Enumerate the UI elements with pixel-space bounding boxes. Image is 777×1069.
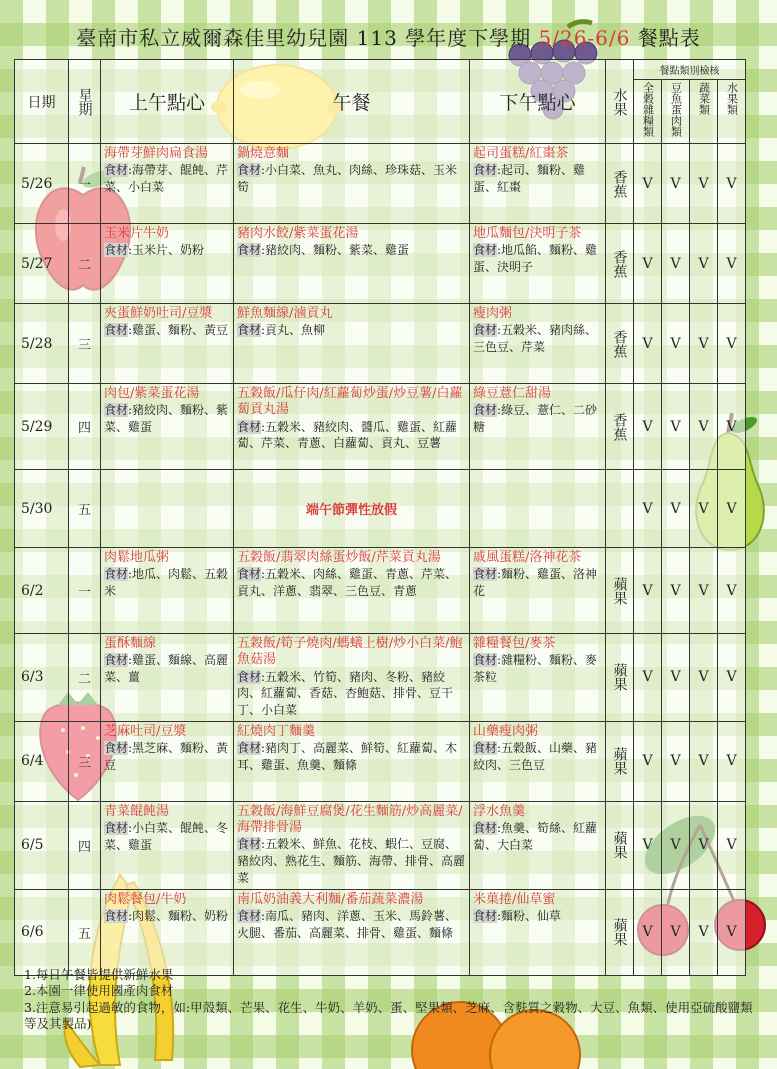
ingredient-label: 食材 (104, 243, 129, 258)
meal-cell-afternoon (470, 304, 606, 384)
lunch-dish: 紅燒肉丁麵羹 (237, 723, 316, 739)
ingredient-label: 食材 (237, 741, 262, 756)
menu-row (15, 224, 746, 304)
menu-row (15, 889, 746, 975)
ingredient-label: 食材 (237, 837, 262, 852)
afternoon-dish: 戚風蛋糕/洛神花茶 (473, 550, 582, 565)
weekday-cell: 二 (69, 224, 101, 304)
check-mark: V (662, 470, 690, 548)
check-mark: V (718, 304, 746, 384)
date-cell: 6/6 (15, 889, 69, 975)
fruit-cell (606, 304, 634, 384)
check-mark: V (690, 548, 718, 634)
meal-cell-afternoon (470, 548, 606, 634)
check-mark: V (634, 384, 662, 470)
meal-cell-morning (101, 304, 234, 384)
holiday-empty-cell (101, 470, 234, 548)
meal-cell-morning (101, 384, 234, 470)
morning-dish: 芝麻吐司/豆漿 (104, 723, 187, 739)
meal-cell-lunch (234, 144, 470, 224)
meal-cell-morning (101, 889, 234, 975)
meal-cell-morning (101, 548, 234, 634)
date-cell: 5/29 (15, 384, 69, 470)
fruit-name: 蘋果 (611, 918, 628, 947)
check-mark: V (718, 384, 746, 470)
fruit-cell (606, 384, 634, 470)
ingredient-label: 食材 (237, 909, 262, 924)
lunch-dish: 南瓜奶油義大利麵/番茄蔬菜濃湯 (237, 891, 424, 907)
morning-ingredients (104, 908, 230, 925)
ingredient-label: 食材 (473, 567, 498, 582)
ingredient-text: :肉鬆、麵粉、奶粉 (128, 909, 229, 924)
check-mark: V (634, 548, 662, 634)
footnote-1: 1.每日午餐皆提供新鮮水果 (24, 967, 174, 982)
ingredient-label: 食材 (237, 419, 262, 434)
check-mark: V (662, 304, 690, 384)
ingredient-text: :麵粉、雞蛋、洛神花 (473, 567, 598, 599)
holiday-cell: 端午節彈性放假 (234, 470, 470, 548)
lunch-dish: 鮮魚麵線/滷貢丸 (237, 306, 333, 321)
ingredient-label: 食材 (104, 323, 129, 338)
ingredient-label: 食材 (237, 567, 262, 582)
afternoon-ingredients (473, 566, 602, 600)
check-mark: V (634, 889, 662, 975)
morning-dish: 蛋酥麵線 (104, 636, 157, 651)
ingredient-label: 食材 (473, 243, 498, 258)
ingredient-text: :小白菜、餛飩、冬菜、雞蛋 (104, 821, 229, 852)
ingredient-label: 食材 (473, 741, 498, 756)
meal-cell-afternoon (470, 384, 606, 470)
lunch-dish: 五穀飯/筍子燒肉/螞蟻上樹/炒小白菜/鮑魚菇湯 (237, 636, 463, 668)
ingredient-text: :雞蛋、麵線、高麗菜、薑 (104, 653, 229, 685)
meal-cell-morning (101, 144, 234, 224)
ingredient-label: 食材 (104, 741, 129, 756)
morning-ingredients (104, 820, 230, 854)
holiday-empty-cell (606, 470, 634, 548)
lunch-ingredients (237, 740, 466, 774)
ingredient-text: :黑芝麻、麵粉、黃豆 (104, 741, 229, 772)
check-mark: V (718, 548, 746, 634)
menu-row (15, 634, 746, 722)
check-mark: V (662, 721, 690, 801)
fruit-cell (606, 889, 634, 975)
ingredient-label: 食材 (104, 403, 129, 418)
weekday-cell: 一 (69, 144, 101, 224)
lunch-dish: 五穀飯/瓜仔肉/紅蘿蔔炒蛋/炒豆薯/白蘿蔔貢丸湯 (237, 386, 463, 418)
check-mark: V (718, 470, 746, 548)
check-mark: V (662, 634, 690, 722)
ingredient-text: :五穀米、豬絞肉、醬瓜、雞蛋、紅蘿蔔、芹菜、青蔥、白蘿蔔、貢丸、豆薯 (237, 419, 458, 451)
lunch-ingredients (237, 322, 466, 339)
weekday-cell: 五 (69, 470, 101, 548)
date-cell: 6/2 (15, 548, 69, 634)
morning-ingredients (104, 402, 230, 436)
meal-cell-afternoon (470, 144, 606, 224)
morning-dish: 肉鬆地瓜粥 (104, 550, 170, 565)
title-suffix: 餐點表 (637, 26, 701, 50)
morning-ingredients (104, 162, 230, 196)
meal-cell-morning (101, 801, 234, 889)
fruit-cell (606, 801, 634, 889)
fruit-name: 蘋果 (611, 831, 628, 860)
ingredient-text: :地瓜餡、麵粉、雞蛋、決明子 (473, 243, 598, 275)
date-cell: 6/3 (15, 634, 69, 722)
check-mark: V (634, 224, 662, 304)
morning-dish: 肉包/紫菜蛋花湯 (104, 386, 200, 401)
lunch-dish: 五穀飯/翡翠肉絲蛋炒飯/芹菜貢丸湯 (237, 550, 441, 565)
check-mark: V (718, 721, 746, 801)
check-mark: V (690, 889, 718, 975)
menu-row (15, 721, 746, 801)
header-morning-snack: 上午點心 (101, 60, 234, 144)
ingredient-text: :魚羹、筍絲、紅蘿蔔、大白菜 (473, 821, 598, 852)
ingredient-label: 食材 (104, 567, 129, 582)
check-mark: V (662, 384, 690, 470)
fruit-name: 香蕉 (611, 329, 628, 358)
header-afternoon-snack: 下午點心 (470, 60, 606, 144)
fruit-cell (606, 634, 634, 722)
ingredient-text: :玉米片、奶粉 (128, 243, 205, 258)
ingredient-text: :豬絞肉、麵粉、紫菜、雞蛋 (104, 403, 229, 435)
menu-row (15, 548, 746, 634)
menu-row (15, 384, 746, 470)
ingredient-text: :南瓜、豬肉、洋蔥、玉米、馬鈴薯、火腿、番茄、高麗菜、排骨、雞蛋、麵條 (237, 909, 458, 940)
ingredient-label: 食材 (473, 821, 498, 836)
check-mark: V (690, 721, 718, 801)
meal-cell-afternoon (470, 224, 606, 304)
check-mark: V (690, 144, 718, 224)
check-mark: V (634, 304, 662, 384)
meal-cell-afternoon (470, 889, 606, 975)
menu-row (15, 470, 746, 548)
fruit-name: 香蕉 (611, 249, 628, 278)
header-check-protein: 豆魚蛋肉類 (662, 80, 690, 144)
ingredient-label: 食材 (473, 653, 498, 668)
morning-dish: 海帶芽鮮肉扁食湯 (104, 146, 209, 161)
ingredient-text: :海帶芽、餛飩、芹菜、小白菜 (104, 163, 229, 195)
header-date: 日期 (15, 60, 69, 144)
check-mark: V (662, 889, 690, 975)
afternoon-dish: 山藥瘦肉粥 (473, 723, 539, 739)
check-mark: V (634, 634, 662, 722)
fruit-cell (606, 721, 634, 801)
lunch-dish: 五穀飯/海鮮豆腐煲/花生麵筋/炒高麗菜/海帶排骨湯 (237, 803, 463, 836)
morning-dish: 玉米片牛奶 (104, 226, 170, 241)
ingredient-text: :小白菜、魚丸、肉絲、珍珠菇、玉米筍 (237, 163, 458, 195)
footnotes (24, 967, 764, 1032)
check-mark: V (690, 634, 718, 722)
afternoon-ingredients (473, 322, 602, 356)
check-mark: V (718, 634, 746, 722)
lunch-ingredients (237, 242, 466, 259)
ingredient-text: :五穀米、鮮魚、花枝、蝦仁、豆腐、豬絞肉、熟花生、麵筋、海帶、排骨、高麗菜 (237, 837, 466, 885)
weekday-cell: 四 (69, 384, 101, 470)
ingredient-text: :五穀飯、山藥、豬絞肉、三色豆 (473, 741, 598, 772)
morning-dish: 肉鬆餐包/牛奶 (104, 891, 187, 907)
ingredient-text: :綠豆、薏仁、二砂糖 (473, 403, 598, 435)
holiday-empty-cell (470, 470, 606, 548)
ingredient-label: 食材 (237, 163, 262, 178)
meal-cell-afternoon (470, 634, 606, 722)
weekday-cell: 三 (69, 721, 101, 801)
meal-cell-lunch (234, 634, 470, 722)
check-mark: V (690, 304, 718, 384)
ingredient-text: :五穀米、竹筍、豬肉、冬粉、豬絞肉、紅蘿蔔、香菇、杏鮑菇、排骨、豆干丁、小白菜 (237, 669, 454, 718)
check-mark: V (690, 224, 718, 304)
morning-dish: 青菜餛飩湯 (104, 803, 170, 819)
afternoon-dish: 浮水魚羹 (473, 803, 526, 819)
meal-cell-lunch (234, 801, 470, 889)
afternoon-dish: 瘦肉粥 (473, 306, 513, 321)
menu-row (15, 801, 746, 889)
ingredient-label: 食材 (104, 821, 129, 836)
date-cell: 6/5 (15, 801, 69, 889)
meal-cell-morning (101, 634, 234, 722)
afternoon-dish: 雜糧餐包/麥茶 (473, 636, 556, 651)
check-mark: V (690, 384, 718, 470)
weekday-cell: 三 (69, 304, 101, 384)
ingredient-label: 食材 (104, 163, 129, 178)
morning-ingredients (104, 566, 230, 600)
ingredient-text: :雞蛋、麵粉、黃豆 (128, 323, 229, 338)
meal-cell-morning (101, 721, 234, 801)
fruit-cell (606, 548, 634, 634)
ingredient-label: 食材 (237, 323, 262, 338)
fruit-name: 香蕉 (611, 169, 628, 198)
ingredient-label: 食材 (473, 909, 498, 924)
date-cell: 6/4 (15, 721, 69, 801)
morning-ingredients (104, 242, 230, 259)
meal-cell-afternoon (470, 721, 606, 801)
check-mark: V (718, 889, 746, 975)
header-check-fruits: 水果類 (718, 80, 746, 144)
lunch-dish: 豬肉水餃/紫菜蛋花湯 (237, 226, 359, 241)
weekday-cell: 四 (69, 801, 101, 889)
date-cell: 5/26 (15, 144, 69, 224)
ingredient-label: 食材 (473, 323, 498, 338)
header-fruit: 水果 (606, 60, 634, 144)
lunch-dish: 鍋燒意麵 (237, 146, 290, 161)
check-mark: V (634, 801, 662, 889)
check-mark: V (662, 801, 690, 889)
page-title (0, 22, 777, 51)
afternoon-ingredients (473, 402, 602, 436)
date-cell: 5/30 (15, 470, 69, 548)
ingredient-label: 食材 (237, 669, 262, 684)
header-check-grains: 全穀雜糧類 (634, 80, 662, 144)
ingredient-label: 食材 (237, 243, 262, 258)
lunch-ingredients (237, 162, 466, 196)
check-mark: V (718, 801, 746, 889)
weekday-cell: 一 (69, 548, 101, 634)
header-lunch: 午餐 (234, 60, 470, 144)
morning-ingredients (104, 322, 230, 339)
afternoon-ingredients (473, 740, 602, 774)
afternoon-ingredients (473, 820, 602, 854)
ingredient-text: :地瓜、肉鬆、五穀米 (104, 567, 229, 599)
afternoon-dish: 地瓜麵包/決明子茶 (473, 226, 582, 241)
ingredient-text: :麵粉、仙草 (497, 909, 562, 924)
check-mark: V (690, 801, 718, 889)
meal-cell-lunch (234, 548, 470, 634)
afternoon-dish: 米菓捲/仙草蜜 (473, 891, 556, 907)
menu-table (14, 59, 746, 976)
lunch-ingredients (237, 908, 466, 942)
fruit-cell (606, 224, 634, 304)
check-mark: V (718, 144, 746, 224)
check-mark: V (634, 721, 662, 801)
afternoon-ingredients (473, 162, 602, 196)
header-check-vegetables: 蔬菜類 (690, 80, 718, 144)
check-mark: V (634, 470, 662, 548)
afternoon-dish: 起司蛋糕/紅棗茶 (473, 146, 569, 161)
ingredient-label: 食材 (104, 909, 129, 924)
lunch-ingredients (237, 566, 466, 600)
fruit-name: 香蕉 (611, 412, 628, 441)
ingredient-text: :五穀米、肉絲、雞蛋、青蔥、芹菜、貢丸、洋蔥、翡翠、三色豆、青蔥 (237, 567, 458, 599)
fruit-cell (606, 144, 634, 224)
afternoon-dish: 綠豆薏仁甜湯 (473, 386, 552, 401)
check-mark: V (634, 144, 662, 224)
footnote-3: 3.注意易引起過敏的食物，如:甲殼類、芒果、花生、牛奶、羊奶、蛋、堅果類、芝麻、含麩質之穀物、大豆、魚類、使用亞硫酸鹽類等及其製品) (24, 999, 753, 1031)
ingredient-label: 食材 (473, 163, 498, 178)
ingredient-text: :雜糧粉、麵粉、麥茶粒 (473, 653, 598, 685)
header-check-group: 餐點類別檢核 (634, 60, 746, 80)
check-mark: V (718, 224, 746, 304)
fruit-name: 蘋果 (611, 576, 628, 605)
date-cell: 5/28 (15, 304, 69, 384)
ingredient-text: :豬肉丁、高麗菜、鮮筍、紅蘿蔔、木耳、雞蛋、魚羹、麵條 (237, 741, 458, 772)
ingredient-label: 食材 (473, 403, 498, 418)
lunch-ingredients (237, 836, 466, 886)
weekday-cell: 五 (69, 889, 101, 975)
meal-cell-morning (101, 224, 234, 304)
meal-cell-lunch (234, 384, 470, 470)
title-date-range: 5/26-6/6 (538, 26, 631, 50)
meal-cell-lunch (234, 304, 470, 384)
meal-cell-afternoon (470, 801, 606, 889)
ingredient-text: :五穀米、豬肉絲、三色豆、芹菜 (473, 323, 598, 355)
ingredient-text: :豬絞肉、麵粉、紫菜、雞蛋 (261, 243, 410, 258)
afternoon-ingredients (473, 652, 602, 686)
lunch-ingredients (237, 419, 466, 453)
fruit-name: 蘋果 (611, 663, 628, 692)
check-mark: V (662, 548, 690, 634)
ingredient-label: 食材 (104, 653, 129, 668)
header-weekday: 星期 (69, 60, 101, 144)
check-mark: V (690, 470, 718, 548)
meal-cell-lunch (234, 721, 470, 801)
ingredient-text: :起司、麵粉、雞蛋、紅棗 (473, 163, 586, 195)
afternoon-ingredients (473, 908, 602, 925)
check-mark: V (662, 144, 690, 224)
title-main: 臺南市私立威爾森佳里幼兒園 113 學年度下學期 (76, 26, 532, 50)
morning-dish: 夾蛋鮮奶吐司/豆漿 (104, 306, 213, 321)
check-mark: V (662, 224, 690, 304)
menu-row (15, 304, 746, 384)
menu-row (15, 144, 746, 224)
weekday-cell: 二 (69, 634, 101, 722)
morning-ingredients (104, 740, 230, 774)
fruit-name: 蘋果 (611, 747, 628, 776)
date-cell: 5/27 (15, 224, 69, 304)
footnote-2: 2.本園一律使用國產肉食材 (24, 983, 174, 999)
ingredient-text: :貢丸、魚柳 (261, 323, 326, 338)
afternoon-ingredients (473, 242, 602, 276)
meal-cell-lunch (234, 224, 470, 304)
meal-cell-lunch (234, 889, 470, 975)
lunch-ingredients (237, 669, 466, 719)
morning-ingredients (104, 652, 230, 686)
